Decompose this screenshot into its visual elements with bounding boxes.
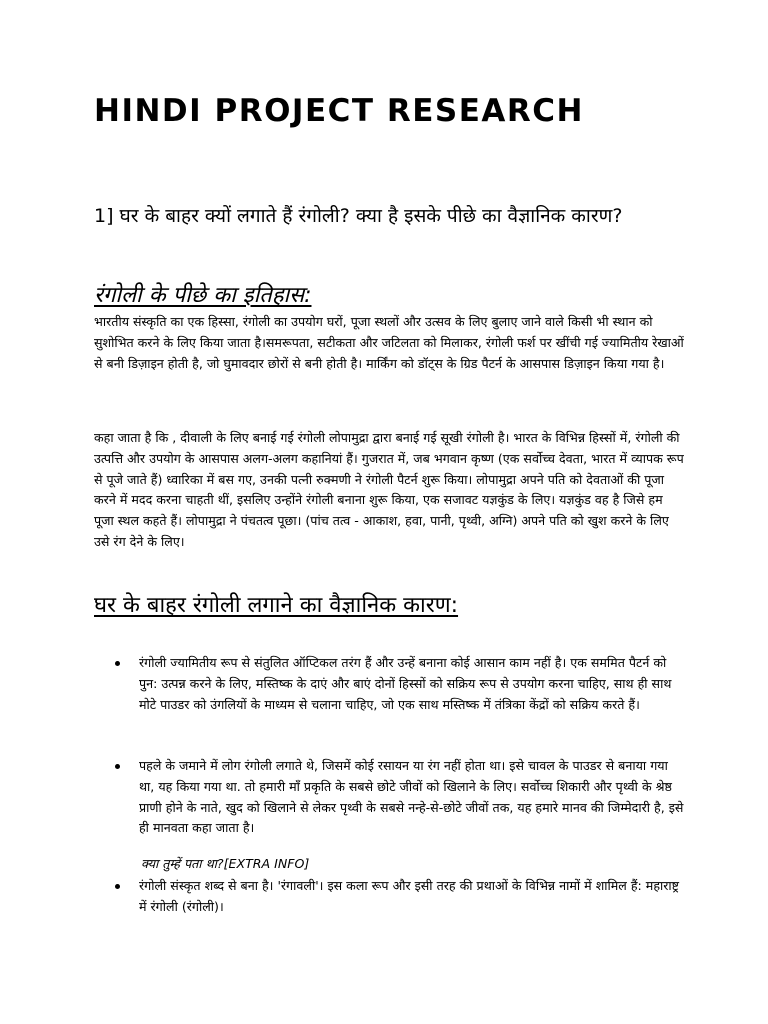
research-question: 1] घर के बाहर क्यों लगाते हैं रंगोली? क्या है इसके पीछे का वैज्ञानिक कारण?	[94, 205, 623, 227]
bullet-marker	[115, 884, 120, 889]
bullet-item	[139, 876, 684, 918]
extra-info-note: क्या तुम्हें पता था?[EXTRA INFO]	[141, 856, 310, 871]
document-title: HINDI PROJECT RESEARCH	[94, 93, 584, 129]
bullet-marker	[115, 661, 120, 666]
history-paragraph: कहा जाता है कि , दीवाली के लिए बनाई गई रंगोली लोपामुद्रा द्वारा बनाई गई सूखी रंगोली है। भारत के विभिन्न हिस्सों में, रंगोली की उत्पत्ति और उपयोग के आसपास अलग-अलग कहानियां हैं। गुजरात में, जब भगवान कृष्ण (एक सर्वोच्च देवता, भारत में व्यापक रूप से पूजे जाते हैं) ध्वारिका में बस गए, उनकी पत्नी रुक्मणी ने रंगोली पैटर्न शुरू किया। लोपामुद्रा अपने पति को देवताओं की पूजा करने में मदद करना चाहती थीं, इसलिए उन्होंने रंगोली बनाना शुरू किया, एक सजावट यज्ञकुंड के लिए। यज्ञकुंड वह है जिसे हम पूजा स्थल कहते हैं। लोपामुद्रा ने पंचतत्व पूछा। (पांच तत्व - आकाश, हवा, पानी, पृथ्वी, अग्नि) अपने पति को खुश करने के लिए उसे रंग देने के लिए।	[94, 430, 684, 549]
science-heading: घर के बाहर रंगोली लगाने का वैज्ञानिक कारण:	[94, 593, 459, 618]
bullet-text: रंगोली संस्कृत शब्द से बना है। 'रंगावली'। इस कला रूप और इसी तरह की प्रथाओं के विभिन्न नामों में शामिल हैं: महाराष्ट्र में रंगोली (रंगोली)।	[139, 878, 680, 914]
history-heading: रंगोली के पीछे का इतिहास:	[94, 283, 312, 308]
bullet-item	[139, 756, 684, 839]
bullet-marker	[115, 764, 120, 769]
bullet-text: रंगोली ज्यामितीय रूप से संतुलित ऑप्टिकल तरंग हैं और उन्हें बनाना कोई आसान काम नहीं है। एक सममित पैटर्न को पुन: उत्पन्न करने के लिए, मस्तिष्क के दाएं और बाएं दोनों हिस्सों को सक्रिय रूप से उपयोग करना चाहिए, साथ ही साथ मोटे पाउडर को उंगलियों के माध्यम से चलाना चाहिए, जो एक साथ मस्तिष्क में तंत्रिका केंद्रों को सक्रिय करते हैं।	[139, 655, 672, 712]
history-paragraph: भारतीय संस्कृति का एक हिस्सा, रंगोली का उपयोग घरों, पूजा स्थलों और उत्सव के लिए बुलाए जाने वाले किसी भी स्थान को सुशोभित करने के लिए किया जाता है।समरूपता, सटीकता और जटिलता को मिलाकर, रंगोली फर्श पर खींची गई ज्यामितीय रेखाओं से बनी डिज़ाइन होती है, जो घुमावदार छोरों से बनी होती है। मार्किंग को डॉट्स के ग्रिड पैटर्न के आसपास डिज़ाइन किया गया है।	[94, 314, 684, 371]
bullet-item	[139, 653, 684, 715]
bullet-text: पहले के जमाने में लोग रंगोली लगाते थे, जिसमें कोई रसायन या रंग नहीं होता था। इसे चावल के पाउडर से बनाया गया था, यह किया गया था. तो हमारी माँ प्रकृति के सबसे छोटे जीवों को खिलाने के लिए। सर्वोच्च शिकारी और पृथ्वी के श्रेष्ठ प्राणी होने के नाते, खुद को खिलाने से लेकर पृथ्वी के सबसे नन्हे-से-छोटे जीवों तक, यह हमारे मानव की जिम्मेदारी है, इसे ही मानवता कहा जाता है।	[139, 758, 684, 836]
